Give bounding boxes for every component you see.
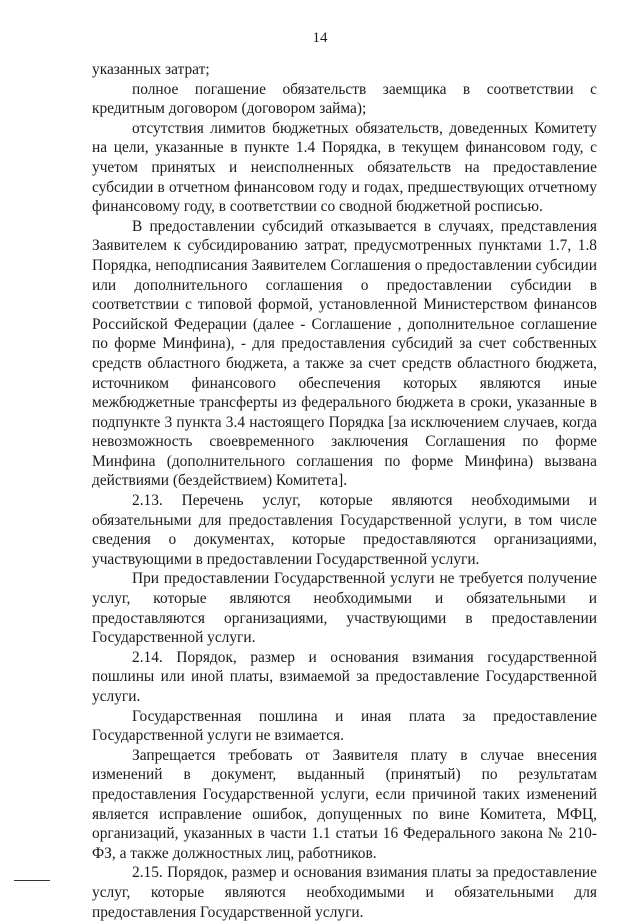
paragraph: В предоставлении субсидий отказывается в случаях, представления Заявителем к субсидированию затрат, предусмотренных пунктами 1.7, 1.8 Порядка, неподписания Заявителем Соглашения о предоставлении субсидии или дополнительного соглашения о предоставлении субсидии в соответствии с типовой формой, установленной Министерством финансов Российской Федерации (далее - Соглашение , дополнительное соглашение по форме Минфина), - для предоставления субсидий за счет собственных средств областного бюджета, а также за счет средств областного бюджета, источником финансового обеспечения которых являются иные межбюджетные трансферты из федерального бюджета в сроки, указанные в подпункте 3 пункта 3.4 настоящего Порядка [за исключением случаев, когда невозможность своевременного заключения Соглашения по форме Минфина (дополнительного соглашения по форме Минфина) вызвана действиями (бездействием) Комитета]. <box>92 217 597 490</box>
paragraph: Государственная пошлина и иная плата за предоставление Государственной услуги не взимается. <box>92 707 597 745</box>
paragraph: указанных затрат; <box>92 61 210 78</box>
paragraph: полное погашение обязательств заемщика в соответствии с кредитным договором (договором займа); <box>92 80 597 118</box>
paragraph-section-2-13: 2.13. Перечень услуг, которые являются необходимыми и обязательными для предоставления Государственной услуги, в том числе сведения о документах, которые предоставляются организациями, участвующими в предоставлении Государственной услуги. <box>92 492 597 568</box>
document-body <box>92 60 597 922</box>
scan-mark <box>14 880 50 881</box>
page-number: 14 <box>312 30 328 46</box>
paragraph: отсутствия лимитов бюджетных обязательств, доведенных Комитету на цели, указанные в пункте 1.4 Порядка, в текущем финансовом году, с учетом принятых и неисполненных обязательств на предоставление субсидии в отчетном финансовом году и годах, предшествующих отчетному финансовому году, в соответствии со сводной бюджетной росписью. <box>92 119 597 216</box>
paragraph: При предоставлении Государственной услуги не требуется получение услуг, которые являются необходимыми и обязательными и предоставляются организациями, участвующими в предоставлении Государственной услуги. <box>92 570 597 647</box>
paragraph-section-2-15: 2.15. Порядок, размер и основания взимания платы за предоставление услуг, которые являются необходимыми и обязательными для предоставления Государственной услуги. <box>92 864 597 921</box>
paragraph: Запрещается требовать от Заявителя плату в случае внесения изменений в документ, выданный (принятый) по результатам предоставления Государственной услуги, если причиной таких изменений является исправление ошибок, допущенных по вине Комитета, МФЦ, организаций, указанных в части 1.1 статьи 16 Федерального закона № 210-ФЗ, а также должностных лиц, работников. <box>92 746 597 862</box>
paragraph-section-2-14: 2.14. Порядок, размер и основания взимания государственной пошлины или иной платы, взимаемой за предоставление Государственной услуги. <box>92 648 597 705</box>
